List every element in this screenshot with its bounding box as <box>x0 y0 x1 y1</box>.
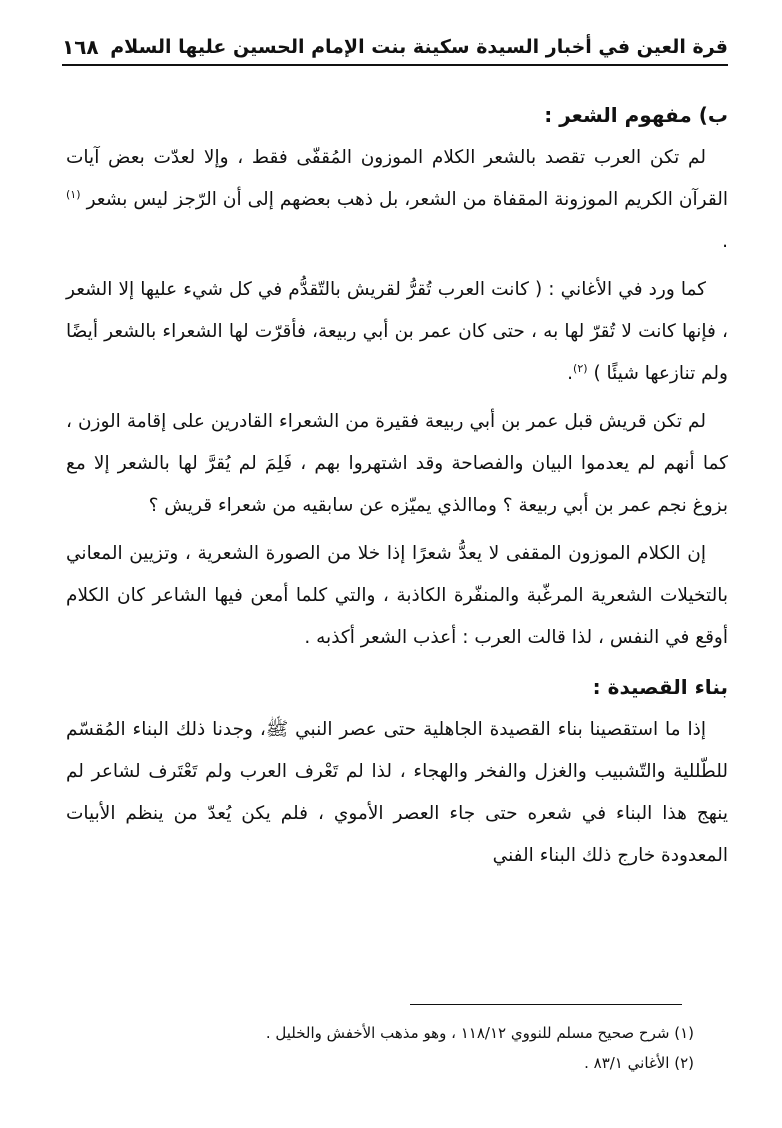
paragraph: كما ورد في الأغاني : ( كانت العرب تُقرُّ لقريش بالتّقدُّم في كل شيء عليها إلا الشعر ، فإنها كانت لا تُقرّ لها به ، حتى كان عمر بن أبي ربيعة، فأقرّت لها الشعراء بالشعر أيضًا ولم تنازعها شيئًا ) $^{(٢)}$. <box>66 279 728 384</box>
running-header <box>62 30 728 66</box>
footnote-separator <box>410 1004 682 1005</box>
footnote-marker[interactable]: (١) <box>66 187 81 201</box>
paragraph: لم تكن العرب تقصد بالشعر الكلام الموزون المُقفّى فقط ، وإلا لعدّت بعض آيات القرآن الكريم الموزونة المقفاة من الشعر، بل ذهب بعضهم إلى أن الرّجز ليس بشعر $^{(١)}$ . <box>66 147 729 252</box>
section-heading-poem-structure: بناء القصيدة : <box>592 675 728 699</box>
paragraph: إن الكلام الموزون المقفى لا يعدُّ شعرًا إذا خلا من الصورة الشعرية ، وتزيين المعاني بالتخيلات الشعرية المرغّبة والمنفّرة الكاذبة ، والتي كلما أمعن فيها الشاعر كان الكلام أوقع في النفس ، لذا قالت العرب : أعذب الشعر أكذبه . <box>66 543 728 648</box>
paragraph: لم تكن قريش قبل عمر بن أبي ربيعة فقيرة من الشعراء القادرين على إقامة الوزن ، كما أنهم لم يعدموا البيان والفصاحة وقد اشتهروا بهم ، فَلِمَ لم يُقرَّ لها بالشعر إلا مع بزوغ نجم عمر بن أبي ربيعة ؟ وماالذي يميّزه عن سابقيه من شعراء قريش ؟ <box>66 411 728 516</box>
footnote-2: (٢) الأغاني ٨٣/١ . <box>584 1054 694 1072</box>
page-number: ١٦٨ <box>62 35 99 59</box>
footnotes <box>150 1018 694 1078</box>
footnote-1: (١) شرح صحيح مسلم للنووي ١١٨/١٢ ، وهو مذهب الأخفش والخليل . <box>265 1024 694 1042</box>
footnote-marker[interactable]: (٢) <box>573 361 588 375</box>
main-text <box>66 93 728 883</box>
paragraph: إذا ما استقصينا بناء القصيدة الجاهلية حتى عصر النبي ﷺ، وجدنا ذلك البناء المُقسّم للطّللية والتّشبيب والغزل والفخر والهجاء ، لذا لم تَعْرف العرب ولم تَعْتَرف لشاعر لم ينهج هذا البناء في شعره حتى جاء العصر الأموي ، فلم يكن يُعدّ من ينظم الأبيات المعدودة خارج ذلك البناء الفني <box>66 719 728 866</box>
section-heading-poetry-concept: ب) مفهوم الشعر : <box>544 103 728 127</box>
book-title: قرة العين في أخبار السيدة سكينة بنت الإمام الحسين عليها السلام <box>110 36 728 58</box>
